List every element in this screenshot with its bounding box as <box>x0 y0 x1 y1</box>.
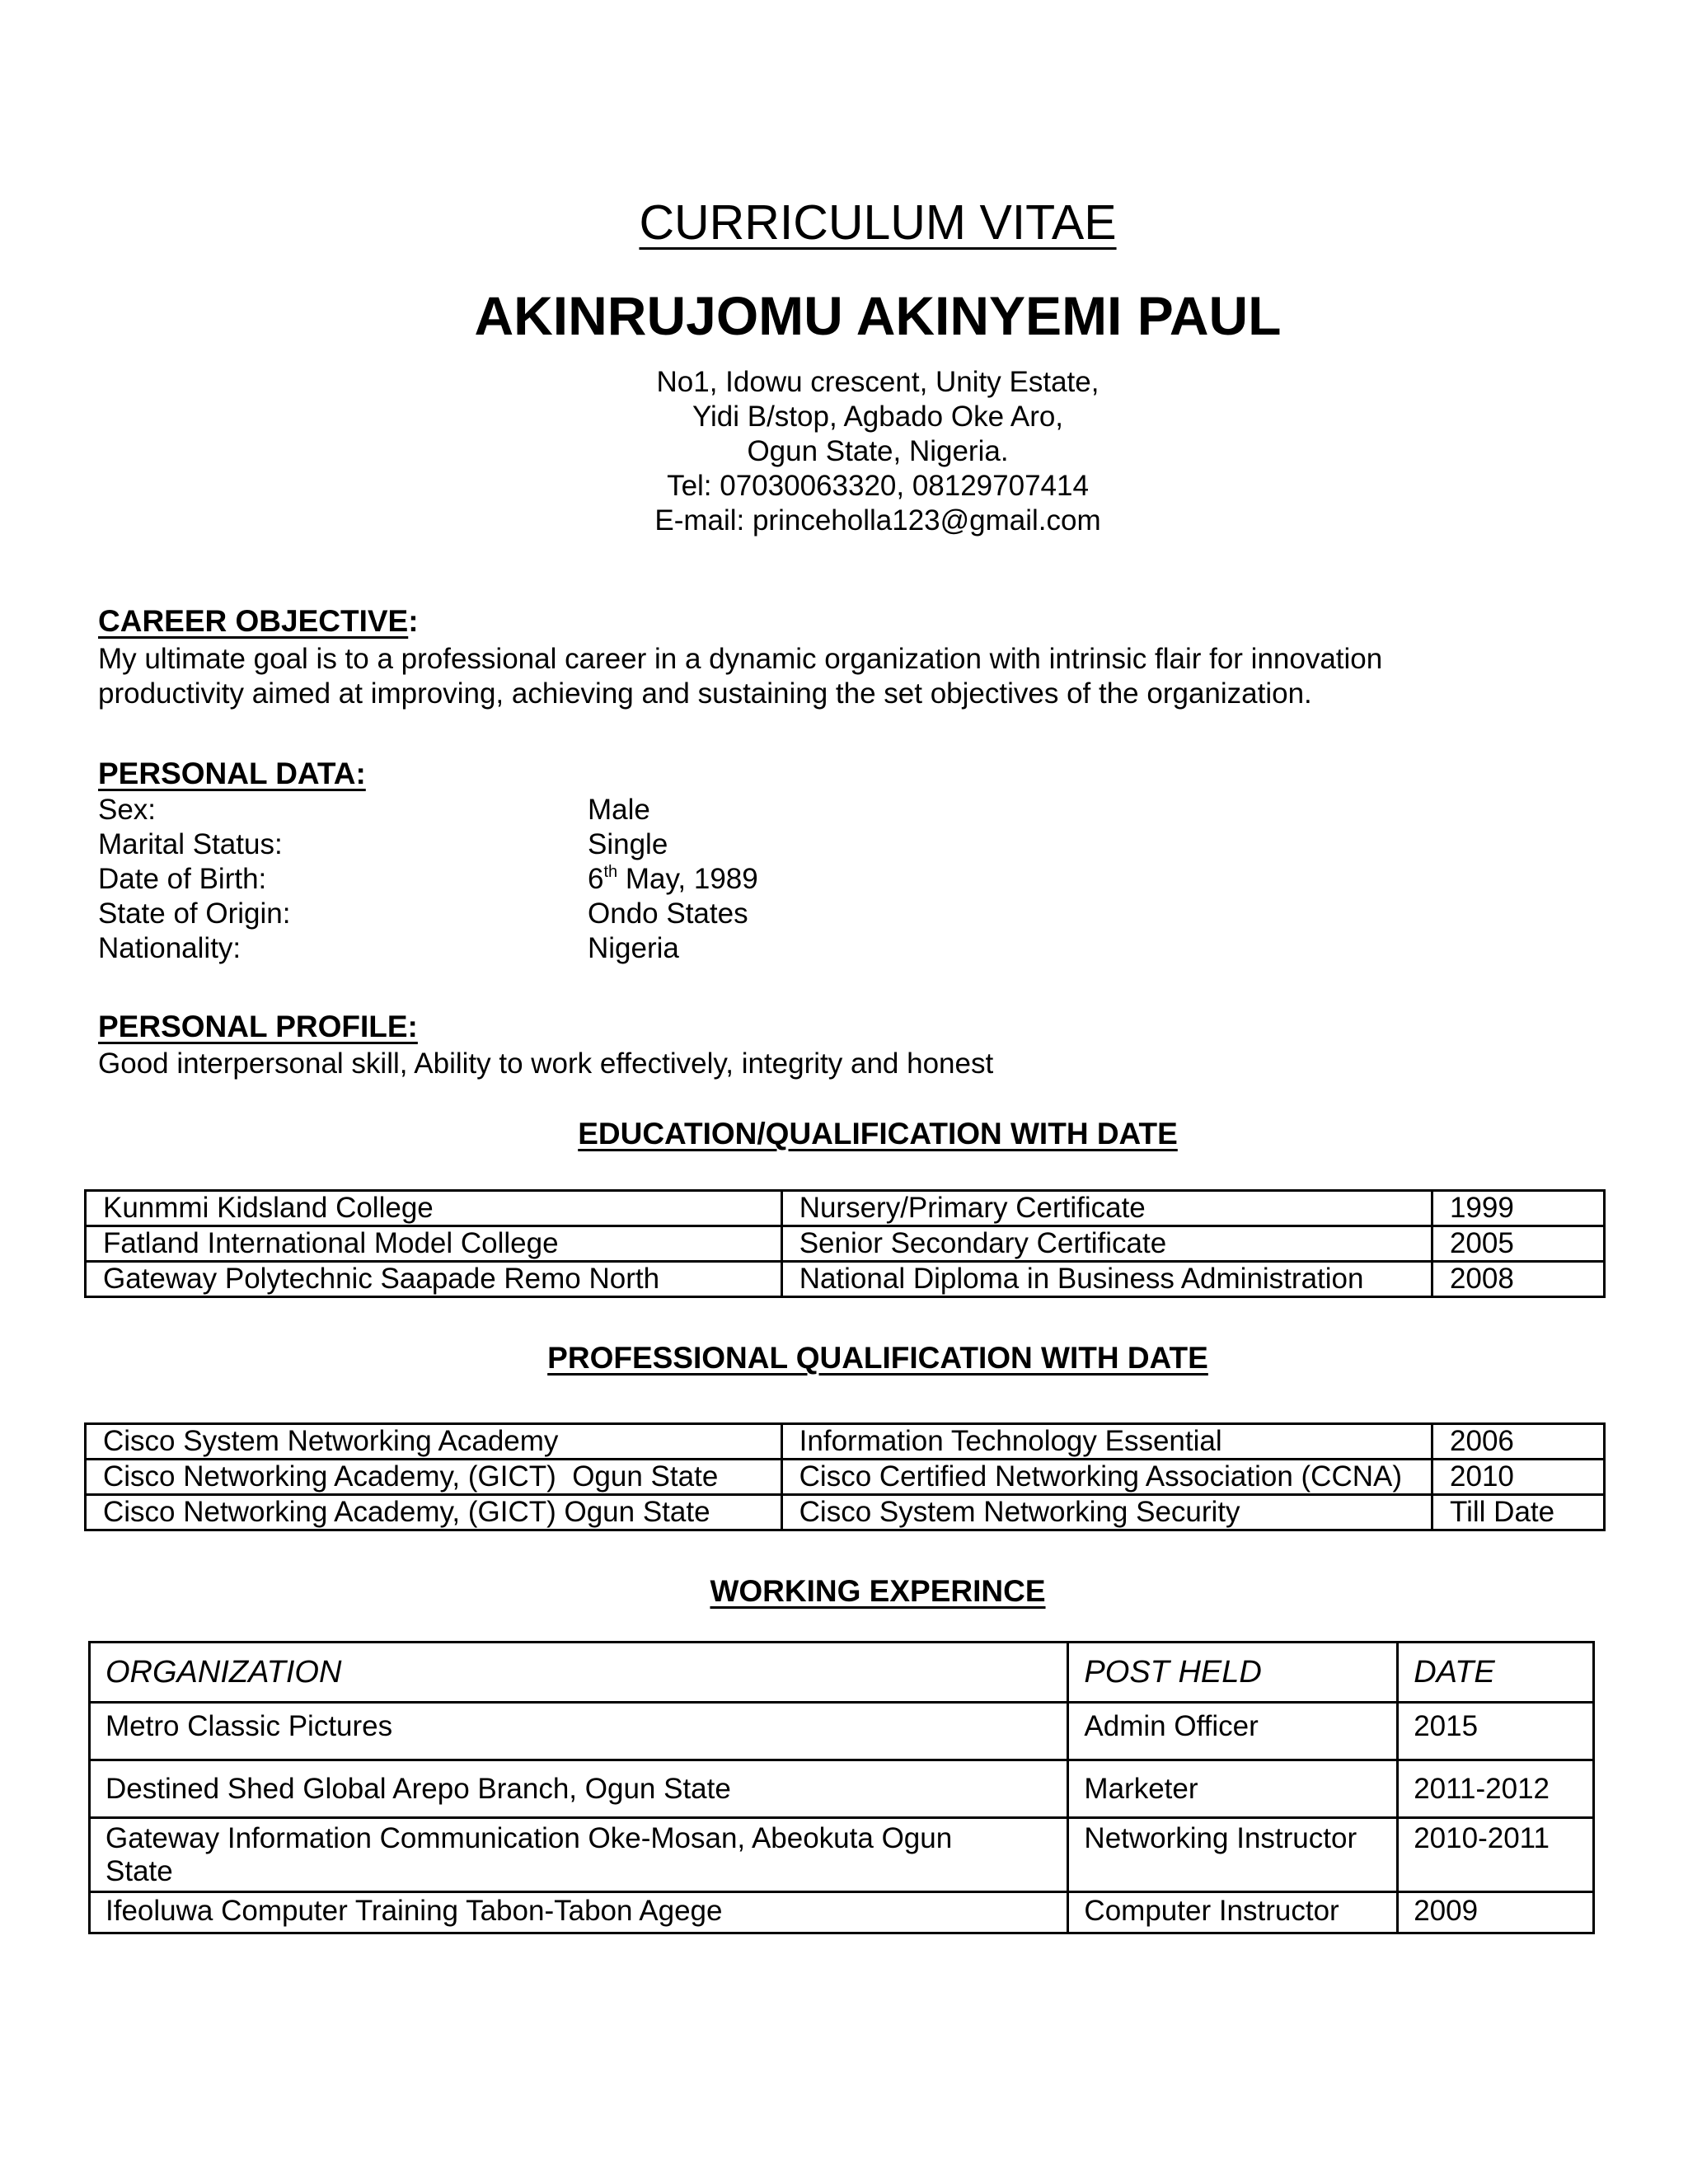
address-line: No1, Idowu crescent, Unity Estate, <box>656 366 1100 398</box>
document-title: CURRICULUM VITAE <box>639 195 1117 250</box>
email-line: E-mail: princeholla123@gmail.com <box>654 504 1101 537</box>
career-objective-text <box>98 642 1382 711</box>
work-experience-heading: WORKING EXPERINCE <box>710 1574 1046 1608</box>
personal-data-row <box>98 793 1087 827</box>
career-objective-line: productivity aimed at improving, achieving and sustaining the set objectives of the organization. <box>98 677 1312 710</box>
personal-data-row <box>98 897 1087 931</box>
phone-line: Tel: 07030063320, 08129707414 <box>667 470 1089 502</box>
institution-cell: Gateway Polytechnic Saapade Remo North <box>86 1262 782 1297</box>
sex-label: Sex: <box>98 794 157 826</box>
date-cell: 2015 <box>1398 1703 1594 1760</box>
date-cell: 2009 <box>1398 1892 1594 1933</box>
year-cell: Till Date <box>1432 1495 1605 1530</box>
post-held-cell: Admin Officer <box>1068 1703 1398 1760</box>
personal-profile-text: Good interpersonal skill, Ability to work effectively, integrity and honest <box>98 1047 994 1080</box>
institution-cell: Cisco Networking Academy, (GICT) Ogun State <box>86 1460 782 1495</box>
post-held-cell: Marketer <box>1068 1760 1398 1818</box>
table-row <box>86 1226 1605 1262</box>
year-cell: 2010 <box>1432 1460 1605 1495</box>
table-row <box>90 1703 1594 1760</box>
organization-cell: Destined Shed Global Arepo Branch, Ogun State <box>90 1760 1068 1818</box>
institution-cell: Fatland International Model College <box>86 1226 782 1262</box>
organization-cell: Gateway Information Communication Oke-Mosan, Abeokuta Ogun State <box>90 1818 1068 1892</box>
table-row <box>90 1892 1594 1933</box>
nationality-value: Nigeria <box>588 932 679 964</box>
table-row <box>90 1818 1594 1892</box>
qualification-cell: Cisco System Networking Security <box>781 1495 1432 1530</box>
table-header-row <box>90 1643 1594 1703</box>
institution-cell: Cisco Networking Academy, (GICT) Ogun State <box>86 1495 782 1530</box>
personal-profile-heading: PERSONAL PROFILE: <box>98 1010 418 1043</box>
career-objective-heading: CAREER OBJECTIVE: <box>98 604 419 638</box>
organization-cell: Metro Classic Pictures <box>90 1703 1068 1760</box>
address-line: Yidi B/stop, Agbado Oke Aro, <box>692 401 1064 433</box>
personal-data-heading: PERSONAL DATA: <box>98 757 366 790</box>
year-cell: 2006 <box>1432 1424 1605 1460</box>
table-row <box>86 1262 1605 1297</box>
contact-block <box>0 365 1688 538</box>
year-cell: 1999 <box>1432 1191 1604 1226</box>
table-row <box>86 1424 1605 1460</box>
qualification-cell: Nursery/Primary Certificate <box>781 1191 1432 1226</box>
personal-data-row <box>98 827 1087 862</box>
post-held-cell: Computer Instructor <box>1068 1892 1398 1933</box>
education-heading: EDUCATION/QUALIFICATION WITH DATE <box>578 1117 1178 1151</box>
sex-value: Male <box>588 794 650 826</box>
personal-data-row <box>98 931 1087 966</box>
table-row <box>90 1760 1594 1818</box>
education-table <box>84 1189 1606 1298</box>
date-of-birth-label: Date of Birth: <box>98 863 267 895</box>
state-of-origin-label: State of Origin: <box>98 898 291 930</box>
personal-data-row <box>98 862 1087 897</box>
qualification-cell: Information Technology Essential <box>781 1424 1432 1460</box>
career-objective-line: My ultimate goal is to a professional career in a dynamic organization with intrinsic flair for innovation <box>98 643 1383 675</box>
date-cell: 2011-2012 <box>1398 1760 1594 1818</box>
professional-heading: PROFESSIONAL QUALIFICATION WITH DATE <box>547 1341 1208 1375</box>
year-cell: 2005 <box>1432 1226 1604 1262</box>
candidate-name: AKINRUJOMU AKINYEMI PAUL <box>474 285 1282 346</box>
table-row <box>86 1191 1605 1226</box>
qualification-cell: Senior Secondary Certificate <box>781 1226 1432 1262</box>
table-row <box>86 1460 1605 1495</box>
marital-status-value: Single <box>588 828 668 860</box>
institution-cell: Kunmmi Kidsland College <box>86 1191 782 1226</box>
marital-status-label: Marital Status: <box>98 828 283 860</box>
qualification-cell: National Diploma in Business Administration <box>781 1262 1432 1297</box>
date-column-header: DATE <box>1398 1643 1594 1703</box>
date-of-birth-value: 6th May, 1989 <box>588 863 758 895</box>
table-row <box>86 1495 1605 1530</box>
qualification-cell: Cisco Certified Networking Association (CCNA) <box>781 1460 1432 1495</box>
date-cell: 2010-2011 <box>1398 1818 1594 1892</box>
organization-cell: Ifeoluwa Computer Training Tabon-Tabon Agege <box>90 1892 1068 1933</box>
state-of-origin-value: Ondo States <box>588 898 748 930</box>
post-held-column-header: POST HELD <box>1068 1643 1398 1703</box>
professional-table <box>84 1422 1606 1531</box>
post-held-cell: Networking Instructor <box>1068 1818 1398 1892</box>
work-experience-table <box>88 1641 1595 1934</box>
nationality-label: Nationality: <box>98 932 241 964</box>
organization-column-header: ORGANIZATION <box>90 1643 1068 1703</box>
institution-cell: Cisco System Networking Academy <box>86 1424 782 1460</box>
year-cell: 2008 <box>1432 1262 1604 1297</box>
address-line: Ogun State, Nigeria. <box>747 435 1009 467</box>
